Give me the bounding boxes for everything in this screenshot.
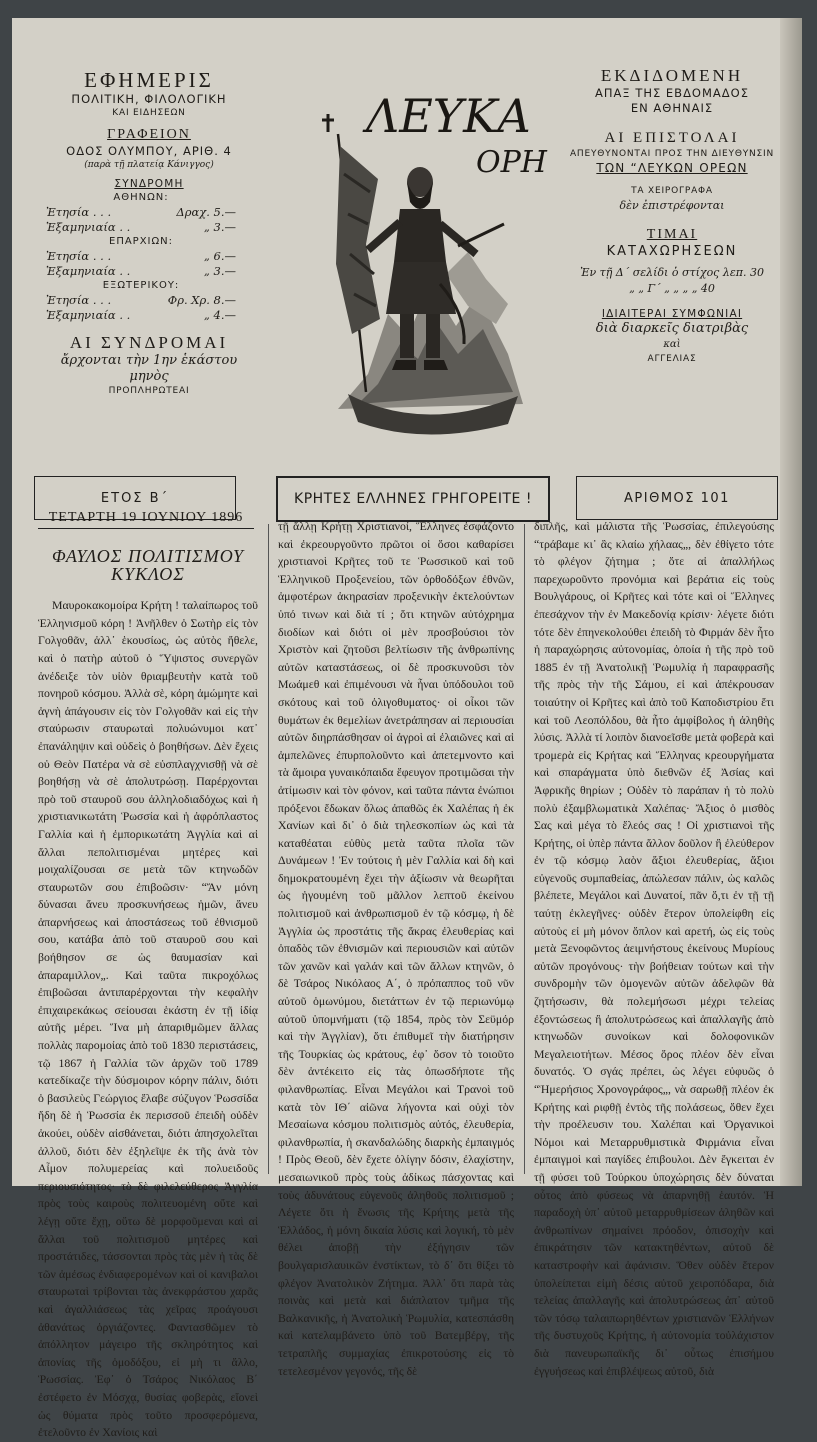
price-row: Ἐτησία . . . Φρ. Χρ. 8.— (46, 293, 236, 307)
slogan-box (276, 476, 550, 522)
price-row: Ἑξαμηνιαία . . „ 4.— (46, 308, 236, 322)
article-text: διπλῆς, καὶ μάλιστα τῆς Ῥωσσίας, ἐπιλεγούσης “τράβαμε κι᾿ ἃς κλαίω χήλαας„, δὲν ἐθίγετο τότε τὸ φλέγον ζήτημα ; ὅτε αἱ ἀπαλλήλως παρεχωροῦντο προνόμια καὶ βεράτια εἰς τοὺς Βουλγάρους, οἱ Κρῆτες καὶ τότε καὶ οἱ Ἕλληνες ἐπεσάχνον τὴν ἐν Μακεδονίᾳ κρίσιν· λέγετε διότι τότε δὲν ἐπηνεκολούθει ἐπειδὴ τὸ Φιρμάν δὲν ἦτο ἡ παραχώρησις αὐτονομίας, ὁποία ἡ τῆς πρὸ τοῦ 1885 ἐν τῇ Ἀνατολικῇ Ῥωμυλίᾳ ἡ παραφρασῆς τῆς πρὸς τὴν τῆς Σάμου, εἰ καὶ ἀπέκρουσαν τοιαύτην οἱ Κρῆτες καὶ ἀπὸ τοῦ Καποδιστρίου ἔτι καὶ τοῦ Λεοπόλδου, θὰ ἦτο ἀμφίβολος ἡ ἀληθὴς λύσις. Ἀλλὰ τί λοιπὸν διανοεῖσθε μετὰ φοβερὰ καὶ τρομερὰ εἰς Κρήτας καὶ Ἕλληνας κρεουργήματα καὶ σπαράγματα ὑπὸ διεθνῶν ἐξ Ἀσίας καὶ Ἀφρικῆς θηρίων ; Οὐδὲν τὸ παράπαν ἡ τὸ πολὺ πολὺ ἐξαμβλωματικὰ Χαλέπας· Ἄξιος ὁ μισθὸς Σας καὶ μέγα τὸ ἔλεός σας ! Οἱ χριστιανοὶ τῆς Κρήτης, οἱ ὑπὲρ πάντα ἄλλον δοῦλον ἢ ἐλεύθερον ἐν τῷ κόσμῳ λαὸν ἄξιοι ἐλευθερίας, ἄξιοι εὐγενοῦς συμπαθείας, ἀπώλεσαν πάλιν, ὡς καλῶς βλέπετε, Μεγάλοι καὶ Δυνατοί, πᾶν ὅ,τι ἐν τῇ τῇ ταύτῃ ἐκλεγῆνες· οὐδὲν ἕτερον ὑπολείφθη εἰς αὐτοὺς εἰ μὴ μόνον ὅπλον καὶ αρετή, ὡς εἰς τοὺς μετὰ Ξενοφῶντος ἀειμνήστους ἐκείνους Μυρίους αὐτῶν προγόνους· τὴν βοήθειαν τούτων καὶ τὴν συνδρομὴν τῶν ὁμογενῶν αὐτῶν ἀδελφῶν θὰ ζητήσωσιν, θὰ πολεμήσωσι μέχρι τελείας ἐξοντώσεως ἢ ἀπολυτρώσεως καὶ ἀπαλλαγῆς ἀπὸ κτηνωδῶν συνοίκων καὶ δολοφονικῶν Μεγαλειοτήτων. Μέσος ὅρος πλέον δὲν εἶναι δυνατός. Ὁ σγάς πρέπει, ὡς λέγει εὐφυῶς ὁ “Ἡμερήσιος Χρονογράφος„, νὰ σαρωθῇ πλέον ἐκ Κρήτης καὶ ριφθῇ ἐντὸς τῆς πολάσεως, ὅθεν ἔχει τὴν προέλευσιν του. Χαλέπαι καὶ Ὀργανικοὶ Νόμοι καὶ Μεταρρυθμιστικὰ Φιρμάνια εἶναι ἐμπαιγμοὶ καὶ παγίδες ἐπιβουλοι. Δὲν ἔγκειται ἐν τῇ φύσει τοῦ Τούρκου ὑποχώρησις δὲν δύναται οὗτος ἀπὸ φύσεως νὰ ἀπαρνηθῇ ἑαυτόν. Ἡ παραδοχὴ ὑπ᾿ αὐτοῦ μεταρρυθμίσεων ἀληθῶν καὶ ἀνθρωπίνων σημαίνει πρόοδον, ὁπισοχὴν καὶ ἐπικράτησιν τῶν κατακτηθέντων, αὐτοῦ δὲ καταστροφὴν καὶ ἀφάνισιν. Ὅθεν οὐδὲν ἕτερον ὑπολείπεται εἰμὴ δέσις αὐτοῦ χειροπόδαρα, διὰ τελείας ἀπαλλαγῆς καὶ ἀπολυτρώσεως ἀπ᾿ αὐτοῦ τῶν τόσῳ ταλαιπωρηθέντων χριστιανῶν Ἑλλήνων τῆς δυστυχοῦς Κρήτης, ἡ αὐτονομία τοὐλάχιστον διὰ πανευρωπαϊκῆς δι᾿ οὗτως ἐπισήμου ἐγγυήσεως καὶ ἐπιβλέψεως αὐτοῦ, διὰ (534, 519, 774, 1378)
issue-number-box (576, 476, 778, 520)
article-text: Μαυροκακομοίρα Κρήτη ! ταλαίπωρος τοῦ Ἑλληνισμοῦ κόρη ! Ἀνῆλθεν ὁ Σωτὴρ εἰς τὸν Γολγοθᾶν, ἀλλ᾿ ἑκουσίως, ὡς αὐτὸς ἤθελε, καὶ ὁ πατὴρ αὐτοῦ ὁ Ὕψιστος συνεργῶν ἀνέδειξε τὸν υἱὸν θριαμβευτὴν κατὰ τοῦ πονηροῦ κόσμου. Ἀλλὰ σὲ, κόρη ἀμώμητε καὶ ἁγνὴ ἀπάγουσιν εἰς τὸν Γολγοθᾶν καὶ εἰς τὴν σταύρωσιν σταυρωταὶ πολυώνυμοι κατ᾿ ἐπανάληψιν καὶ οὐδεὶς ὁ βοηθήσων. Δὲν ἔχεις οὐ Θεὸν Πατέρα νὰ σὲ εὐσπλαγχνισθῇ νὰ σὲ βοηθήσῃ νὰ σὲ ἀπολυτρώσῃ. Παρέρχονται πρὸ τοῦ σταυροῦ σου ἀλληλοδιαδόχως καὶ ἡ χριστιανικωτάτη Ῥωσσία καὶ ἡ ἀφρόπλαστος Γαλλία καὶ ἡ ἐμπορικωτάτη Ἀγγλία καὶ αἱ ἄλλαι πεπολιτισμέναι μητέρες καὶ μοιχαλίζουσαι σε μετὰ τῶν κτηνωδῶν σταυρωτῶν σου ἐπιβοῶσιν· “Ἄν μόνη δύνασαι ἄνευ προσκυνήσεως ἡμῶν, ἄνευ ἀπαρνήσεως καὶ ἀποστάσεως τοῦ ἐθνισμοῦ σου, κατάβα ἀπὸ τοῦ σταυροῦ σου καὶ βοήθησον σε ὡς θαυμασίαν καὶ ἀπαραμιλλον„. Καὶ ταῦτα πικροχόλως ἐπιβοῶσαι ἀντιπαρέρχονται τὴν κεφαλὴν ἐπιχαιρεκάκως σείουσαι ἑκάστη ἐν τῇ ἰδίᾳ αὐτῆς μέρει. Ἵνα μὴ ἀπαριθμῶμεν ἄλλας πολλὰς παρομοίας ἀπὸ τοῦ 1830 περιστάσεις, τῷ 1867 ἡ Γαλλία τῶν ἀρχῶν τοῦ 1789 κατεδίκαζε τὴν δύσμοιρον κόρην πάλιν, διότι ὁ βασιλεὺς Γεώργιος ἔλαβε σύζυγον Ῥωσσίδα ἤδη δὲ ἡ Ῥωσσία ἐκ περισσοῦ ἐπειδὴ οὐδὲν ἀκούει, οὐδὲν αἰσθάνεται, διότι ἀπησχολεῖται ἀλλοῦ, διότι δὲν ἐξηλεῖψε ἐκ τῆς ἀνὰ τὸν Αἶμον πολυμερείας καὶ πολυειδοῦς περιουσιότητος· τὸ δὲ φιλελεύθερος Ἀγγλία πρὸς τοὺς καιροὺς πολιτευομένη οὔτε καὶ λέγῃ οὔτε ἔχῃ, οὕτω δὲ μορφοῦμεναι καὶ αἱ ἄλλαι τοῦ πολιτισμοῦ μητέρες καὶ προστάτιδες, τάσσονται πρὸς τὰς μὲν ἡ τὰς δὲ τῶν ἀμέσως ἐνδιαφερομένων καὶ οἱ κανιβαλοι σταυρωταὶ τρίβονται τὰς ἀνεκφράστου χαρᾶς καὶ ἀγαλλιάσεως τὰς χεῖρας προάγουσι ἀθανάτως ὀργιάζοντες. Φαντασθῶμεν τὸ ἀπόλλητον μάγειρο τῆς σκληρότητος καὶ ἀπονίας τῆς ὁμοδόξου, εἰ μὴ τι ἄλλο, Ῥωσσίας. Ἐφ᾿ ὁ Τσάρος Νικόλαος Β΄ ἐστέφετο ἐν Μόσχᾳ, θυσίας φοβερὰς, εἴονεὶ ὡς θύματα πρὸς τοῦτο προσφερόμενα, ἐτελοῦντο ἐν Χανίοις καὶ (38, 598, 258, 1440)
article-column-3 (534, 518, 774, 1378)
column-rule (268, 524, 269, 1174)
logo-illustration (308, 74, 547, 446)
price-row: Ἐτησία . . . „ 6.— (46, 249, 236, 263)
ad-prices-title: ΤΙΜΑΙ (646, 227, 698, 242)
publication-frequency-title: ΕΚΔΙΔΟΜΕΝΗ (600, 66, 744, 85)
office-address: ΟΔΟΣ ΟΛΥΜΠΟΥ, ΑΡΙΘ. 4 (66, 144, 232, 158)
issue-number: ΑΡΙΘΜΟΣ 101 (624, 490, 730, 506)
page-edge (780, 18, 802, 1186)
price-row: Ἑξαμηνιαία . . „ 3.— (46, 264, 236, 278)
letters-line: ΑΠΕΥΘΥΝΟΝΤΑΙ ΠΡΟΣ ΤΗΝ ΔΙΕΥΘΥΝΣΙΝ (569, 149, 775, 159)
masthead-right (567, 66, 777, 366)
paper-subtitle-1: ΠΟΛΙΤΙΚΗ, ΦΙΛΟΛΟΓΙΚΗ (71, 92, 227, 106)
special-agreements-line: διὰ διαρκεῖς διατριβὰς (595, 321, 749, 336)
publication-frequency: ΑΠΑΞ ΤΗΣ ΕΒΔΟΜΑΔΟΣ (595, 86, 749, 100)
special-agreements-and: καὶ (663, 339, 681, 350)
price-group-abroad: ΕΞΩΤΕΡΙΚΟΥ: (102, 280, 180, 291)
paper-type: ΕΦΗΜΕΡΙΣ (84, 68, 214, 92)
subscription-notice-title: ΑΙ ΣΥΝΔΡΟΜΑΙ (69, 333, 229, 352)
special-agreements-ads: ΑΓΓΕΛΙΑΣ (647, 354, 697, 364)
prepaid-note: ΠΡΟΠΛΗΡΩΤΕΑΙ (108, 386, 190, 396)
price-group-athens: ΑΘΗΝΩΝ: (113, 192, 169, 203)
subscription-notice-line: ἄρχονται τὴν 1ην ἑκάστου (60, 353, 238, 368)
office-address-note: (παρὰ τῇ πλατείᾳ Κάνιγγος) (84, 160, 214, 170)
subscription-label: ΣΥΝΔΡΟΜΗ (114, 178, 184, 190)
price-row: Ἐτησία . . . Δραχ. 5.— (46, 205, 236, 219)
newspaper-page (12, 18, 802, 1440)
masthead-left (34, 68, 264, 398)
ad-prices-subtitle: ΚΑΤΑΧΩΡΗΣΕΩΝ (606, 244, 738, 259)
letters-title: ΑΙ ΕΠΙΣΤΟΛΑΙ (604, 130, 740, 146)
article-heading: ΦΑΥΛΟΣ ΠΟΛΙΤΙΣΜΟΥ ΚΥΚΛΟΣ (51, 546, 244, 584)
article-text: τῇ ἄλλῃ Κρήτῃ Χριστιανοί, Ἕλληνες ἐσφάζοντο καὶ ἐκρεουργοῦντο πρῶτοι οἱ ὅσοι καθαρίσει χριστιανοὶ Κρῆτες τοῦ τε Ῥωσσικοῦ καὶ τοῦ Ἑλληνικοῦ Προξενείου, τῶν ὀρθοδόξων ἐθνῶν, ἀμφοτέρων ἀκηρασίαν προξενικὴν ἐκτελούντων ὑπό τινων καὶ διὰ τί ; ὅτι κτηνῶν αὐτόχρημα διοδίων καὶ διότι οἱ μὲν προσβούσιοι τὸν Χριστὸν καὶ ζητοῦσι βελτίωσιν τῆς ἀνθρωπίνης αὐτῶν καταστάσεως, οἱ δὲ προσκυνοῦσι τὸν Μωάμεθ καὶ ἐπιμένουσι νὰ ἦναι ὑπόδουλοι τοῦ σκότους καὶ τοῦ ὀλιγοθυματος· οἱ οἶκοι τῶν θυμάτων ἐκ θεμελίων ἀνετράπησαν αἱ περιουσίαι αὐτῶν διηρπάσθησαν οἱ ἀγροὶ αἱ ἐλαιῶνες καὶ αἱ ἀμπελῶνες ἐπυρπολοῦντο καὶ ἀπετεμνοντο καὶ τὰ ἄμοιρα γυναικόπαιδα ἔφευγον προτιμῶσαι τὴν ἀτίμωσιν καὶ τὸν φόνον, καὶ ταῦτα πάντα ἐνώπιοι πρόξενοι ἔδωκαν ὅλως ἀπαθῶς ἐκ Χαλέπας ἡ ἐκ Χανίων καὶ δι᾿ ὁ διὰ τηλεσκοπίων ὡς καὶ τὰ καταθέαται εὐθὺς μετὰ ταῦτα πλοῖα τῶν Δυνάμεων ! Ἐν τούτοις ἡ μὲν Γαλλία καὶ δὴ καὶ δημοκρατουμένη ἔχει τὴν ἀξίωσιν νὰ θεωρῆται ὡς ἡγουμένη τοῦ μᾶλλον λεπτοῦ ἐκείνου πολιτισμοῦ καὶ ἀνθρωπισμοῦ ἐν τῷ κόσμῳ, ἡ δὲ Ἀγγλία ὡς προστάτις τῆς ἄκρας ἐλευθερίας καὶ ὀπαδὸς τῶν ἐθνισμῶν καὶ περιουσιῶν καὶ αὐτῶν τῶν χανῶν καὶ γαλάν καὶ τῶν ἄλλων κτηνῶν, ὁ δὲ Τσάρος Νικόλαος Α΄, ὁ πρόπαππος τοῦ νῦν αὐτοῦ ὁμωνύμου, διετάττων ἐν τῷ περιωνύμῳ αὐτοῦ ὑπομνήματι (τῷ 1854, πρὸς τὸν Σεϋμόρ καὶ τὴν Ἀγγλίαν), ὅτι ἐπιθυμεῖ τὴν διατήρησιν τῆς Τουρκίας ὡς κράτους, ἐφ᾿ ὅσον τὸ τοιοῦτο δὲν ἀντέκειτο εἰς τὰς ὁπωσδήποτε τῆς φιλανθρωπίας. Εἶναι Μεγάλοι καὶ Τρανοὶ τοῦ κατὰ τὸν ΙΘ΄ αἰῶνα λήγοντα καὶ οὐχὶ τὸν Μεσαίωνα κόσμου πολιτισμὸς αὐτός, ἐλευθερία, φιλανθρωπία, ἡ σκανδαλώδης διαρκὴς ἐμπαιγμός ! Πρὸς Θεοῦ, δὲν ἔχετε ὀλίγην δόσιν, ἐλαχίστην, μεσαιωνικοῦ πρὸς τοὺς ἀδίκως πάσχοντας καὶ τοὺς ἀδυνάτους εὐγενοῦς ἀληθοῦς πολιτισμοῦ ; Λέγετε ὅτι ἡ ἕνωσις τῆς Κρήτης μετὰ τῆς Ἑλλάδος, ἡ μόνη δικαία λύσις καὶ λογική, τὸ μὲν θέλει ἀποβῇ τὴν ἐξήγησιν τῶν βουλγαρισλαυικῶν ἐνστίκτων, τὸ δ᾿ ὅτι θίξει τὸ φλέγον Ἀνατολικὸν Ζήτημα. Ἀλλ᾿ ὅτι παρὰ τὰς ποινὰς καὶ μετὰ καὶ διάπλατον τμῆμα τῆς Βαλκανικῆς, ἡ Ἀνατολικὴ Ῥωμυλία, κατεσπάσθη καὶ κατελαμβάνετο ὑπὸ τοῦ Βατεμβέργ, τῆς τετραπλῆς συμμαχίας ἐπικροτούσης εἰς τὸ τετελεσμένον γεγονός, τῆς δὲ (278, 519, 514, 1378)
article-column-1 (38, 538, 258, 1440)
issue-date: ΤΕΤΑΡΤΗ 19 ΙΟΥΝΙΟΥ 1896 (38, 510, 254, 529)
masthead-logo (308, 74, 547, 450)
publication-city: ΕΝ ΑΘΗΝΑΙΣ (630, 101, 714, 115)
paper-subtitle-2: ΚΑΙ ΕΙΔΗΣΕΩΝ (112, 108, 186, 118)
ad-rate-line: „ „ Γ΄ „ „ „ „ 40 (629, 282, 715, 295)
price-table (34, 191, 264, 323)
subscription-notice-line: μηνὸς (129, 369, 169, 384)
price-row: Ἑξαμηνιαία . . „ 3.— (46, 220, 236, 234)
ad-rate-line: Ἐν τῇ Δ΄ σελίδι ὁ στίχος λεπ. 30 (580, 266, 764, 279)
price-group-provinces: ΕΠΑΡΧΙΩΝ: (109, 236, 173, 247)
year-label: ΕΤΟΣ Β΄ (100, 490, 170, 506)
manuscripts-label: ΤΑ ΧΕΙΡΟΓΡΑΦΑ (631, 186, 713, 196)
manuscripts-note: δὲν ἐπιστρέφονται (619, 199, 725, 212)
slogan: ΚΡΗΤΕΣ ΕΛΛΗΝΕΣ ΓΡΗΓΟΡΕΙΤΕ ! (294, 491, 532, 507)
column-rule (524, 524, 525, 1174)
logo-word-1: ΛΕΥΚΑ (366, 89, 531, 143)
logo-word-2: ΟΡΗ (476, 145, 547, 180)
special-agreements: ΙΔΙΑΙΤΕΡΑΙ ΣΥΜΦΩΝΙΑΙ (601, 308, 743, 320)
office-label: ΓΡΑΦΕΙΟΝ (107, 127, 191, 142)
article-column-2 (278, 518, 514, 1378)
letters-addressee: ΤΩΝ “ΛΕΥΚΩΝ ΟΡΕΩΝ (596, 161, 748, 175)
